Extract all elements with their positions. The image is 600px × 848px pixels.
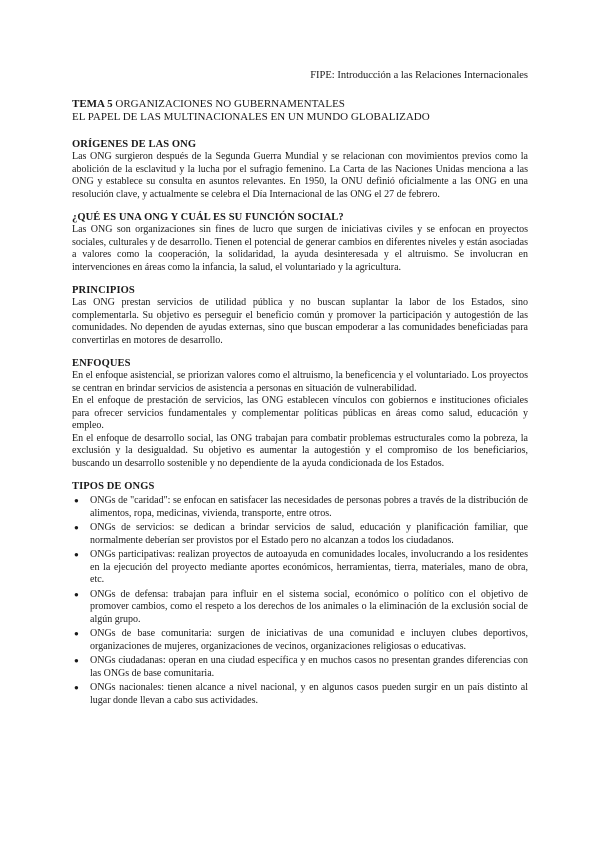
section-heading-principios: PRINCIPIOS [72, 285, 135, 296]
section-heading-tipos: TIPOS DE ONGS [72, 481, 155, 492]
document-body [72, 98, 528, 709]
enfoque-asistencial: En el enfoque asistencial, se priorizan valores como el altruismo, la beneficencia y el voluntariado. Los proyectos se centran en brindar servicios de asistencia a personas en situación de vulnerabilidad. [72, 370, 528, 394]
course-header: FIPE: Introducción a las Relaciones Internacionales [310, 70, 528, 81]
list-item: ● ONGs de defensa: trabajan para influir en el sistema social, económico o político con el objetivo de promover cambios, como el respeto a los derechos de los animales o la eliminación de la exclusión social de algún grupo. [90, 589, 528, 627]
tipos-list [72, 495, 528, 707]
title-line-2: EL PAPEL DE LAS MULTINACIONALES EN UN MUNDO GLOBALIZADO [72, 111, 430, 123]
section-heading-que-es: ¿QUÉ ES UNA ONG Y CUÁL ES SU FUNCIÓN SOCIAL? [72, 212, 344, 223]
title-line-1: ORGANIZACIONES NO GUBERNAMENTALES [115, 98, 345, 110]
enfoque-desarrollo: En el enfoque de desarrollo social, las ONG trabajan para combatir problemas estructurales como la pobreza, la exclusión y la desigualdad. Su objetivo es aumentar la autogestión y el compromiso de los beneficiarios, buscando un desarrollo sostenible y no dependiente de la ayuda condicionada de los Estados. [72, 432, 528, 469]
list-item: ● ONGs nacionales: tienen alcance a nivel nacional, y en algunos casos pueden surgir en un país distinto al lugar donde llevan a cabo sus actividades. [90, 682, 528, 707]
list-item: ● ONGs ciudadanas: operan en una ciudad específica y en muchos casos no presentan grandes diferencias con las ONGs de base comunitaria. [90, 655, 528, 680]
section-heading-origenes: ORÍGENES DE LAS ONG [72, 139, 197, 150]
section-body-que-es: Las ONG son organizaciones sin fines de lucro que surgen de iniciativas civiles y se enfocan en proyectos sociales, culturales y de desarrollo. Tienen el potencial de generar cambios en diferentes niveles y están asociadas a valores como la cooperación, la solidaridad, la ayuda desinteresada y el altruismo. Se involucran en intervenciones en áreas como la infancia, la salud, el voluntariado y la agricultura. [72, 224, 528, 273]
section-body-principios: Las ONG prestan servicios de utilidad pública y no buscan suplantar la labor de los Estados, sino complementarla. Su objetivo es perseguir el beneficio común y promover la participación y autogestión de las comunidades. No dependen de ayudas externas, sino que buscan empoderar a las comunidades beneficiadas para convertirlas en motores de desarrollo. [72, 297, 528, 346]
section-heading-enfoques: ENFOQUES [72, 358, 131, 369]
document-title [72, 98, 528, 124]
list-item: ● ONGs participativas: realizan proyectos de autoayuda en comunidades locales, involucrando a los residentes en la ejecución del proyecto mediante aportes económicos, herramientas, tierra, materiales, mano de obra, etc. [90, 549, 528, 587]
list-item: ● ONGs de "caridad": se enfocan en satisfacer las necesidades de personas pobres a través de la distribución de alimentos, ropa, medicinas, vivienda, transporte, entre otros. [90, 495, 528, 520]
section-body-origenes: Las ONG surgieron después de la Segunda Guerra Mundial y se relacionan con movimientos previos como la abolición de la esclavitud y la lucha por el sufragio femenino. La Carta de las Naciones Unidas menciona a las ONG y establece su consulta en asuntos relevantes. En 1950, la ONU definió oficialmente a las ONG en una resolución clave, y actualmente se celebra el Día Internacional de las ONG el 27 de febrero. [72, 151, 528, 200]
tema-label: TEMA 5 [72, 98, 113, 110]
list-item: ● ONGs de servicios: se dedican a brindar servicios de salud, educación y planificación familiar, que normalmente deberían ser provistos por el Estado pero no alcanzan a todos los ciudadanos. [90, 522, 528, 547]
enfoque-servicios: En el enfoque de prestación de servicios, las ONG establecen vínculos con gobiernos e instituciones oficiales para ofrecer servicios fundamentales y complementar políticas públicas en áreas como salud, educación y empleo. [72, 395, 528, 431]
list-item: ● ONGs de base comunitaria: surgen de iniciativas de una comunidad e incluyen clubes deportivos, organizaciones de mujeres, organizaciones de vecinos, organizaciones religiosas o educativas. [90, 628, 528, 653]
